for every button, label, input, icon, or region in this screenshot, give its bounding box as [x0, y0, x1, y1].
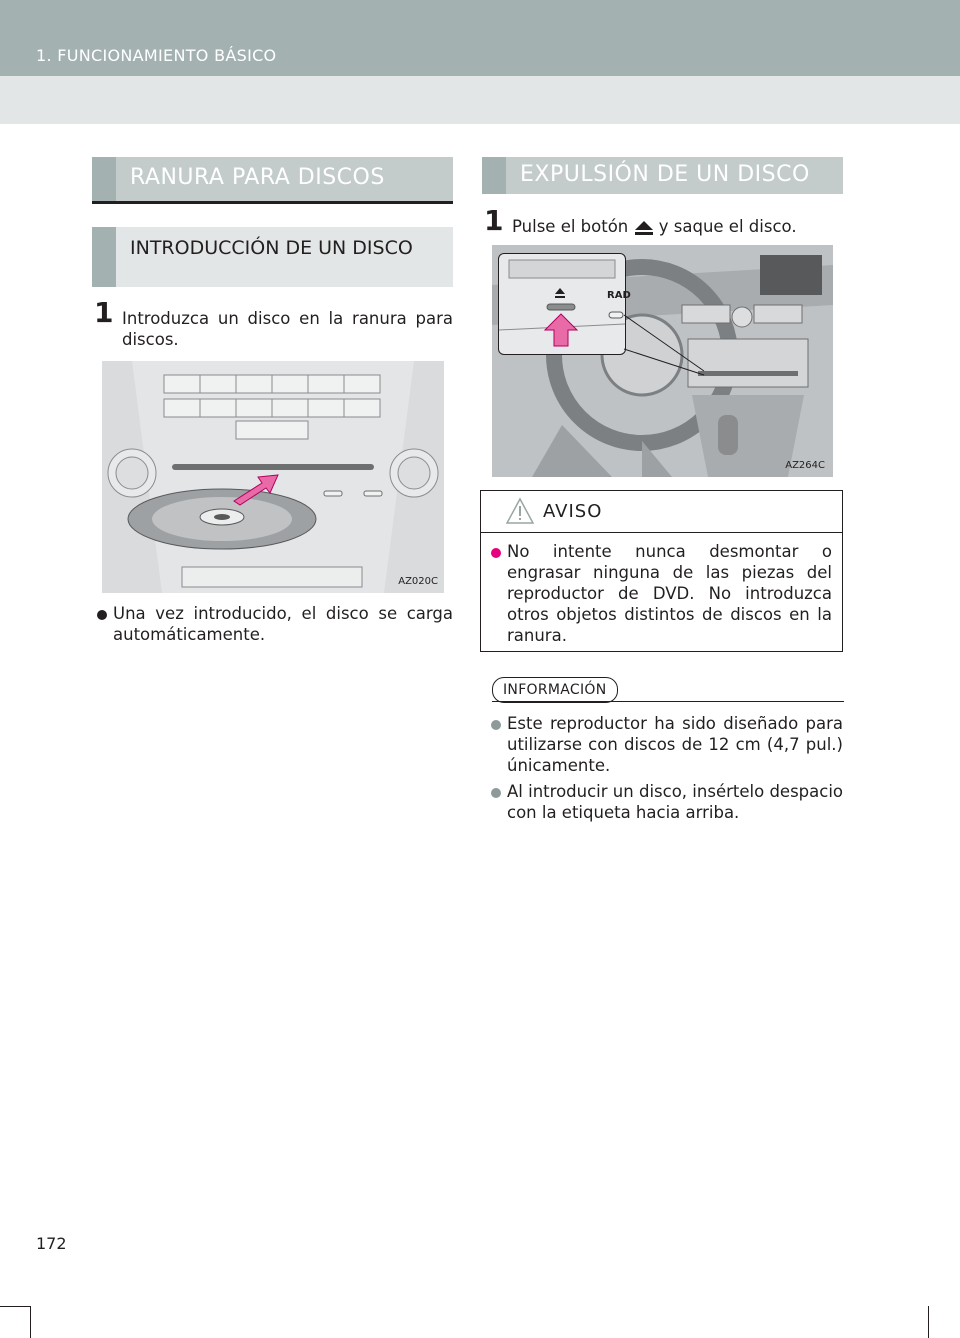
step-text-right: [512, 216, 843, 237]
warning-triangle-icon: [505, 497, 535, 525]
section-title-right: EXPULSIÓN DE UN DISCO: [520, 162, 810, 187]
subsection-header: [92, 227, 453, 287]
info-divider: [492, 701, 844, 702]
warning-title-row: [481, 491, 842, 533]
rad-label: RAD: [607, 290, 631, 301]
warning-text: No intente nunca desmontar o engrasar ninguna de las piezas del reproductor de DVD. No introduzca otros objetos distintos de discos en la ranura.: [507, 542, 832, 645]
chapter-title: 1. FUNCIONAMIENTO BÁSICO: [36, 46, 277, 65]
section-header-right: [482, 157, 843, 194]
pink-arrow-icon: [232, 471, 282, 507]
step-number-left: 1: [94, 296, 114, 329]
figure-code-left: AZ020C: [398, 576, 438, 587]
warning-box: [480, 490, 843, 652]
page-number: 172: [36, 1234, 67, 1253]
step-text-right-after: y saque el disco.: [658, 217, 797, 236]
step-text-left: Introduzca un disco en la ranura para discos.: [122, 309, 453, 349]
eject-icon: [634, 220, 654, 236]
callout-pointer: [492, 245, 833, 477]
section-header-left: [92, 157, 453, 201]
warning-title: AVISO: [543, 501, 603, 522]
bullet-dot: [97, 610, 107, 620]
step-text-right-before: Pulse el botón: [512, 217, 629, 236]
dashboard-figure: [492, 245, 833, 477]
info-text-1: Este reproductor ha sido diseñado para utilizarse con discos de 12 cm (4,7 pul.) únicamente.: [507, 714, 843, 775]
crop-mark: [30, 1306, 31, 1338]
figure-code-right: AZ264C: [785, 460, 825, 471]
bullet-text-left: Una vez introducido, el disco se carga automáticamente.: [113, 604, 453, 644]
disc-slot-figure: [102, 361, 444, 593]
subsection-title: INTRODUCCIÓN DE UN DISCO: [130, 237, 413, 259]
section-title-left: RANURA PARA DISCOS: [130, 165, 385, 190]
section-underline-left: [92, 201, 453, 204]
warning-bullet: [491, 548, 501, 558]
info-text-2: Al introducir un disco, insértelo despacio con la etiqueta hacia arriba.: [507, 782, 843, 822]
step-number-right: 1: [484, 204, 504, 237]
crop-mark: [0, 1306, 30, 1307]
crop-mark: [928, 1306, 929, 1338]
info-bullet-2: [491, 788, 501, 798]
info-tag: INFORMACIÓN: [492, 677, 618, 703]
info-bullet-1: [491, 720, 501, 730]
